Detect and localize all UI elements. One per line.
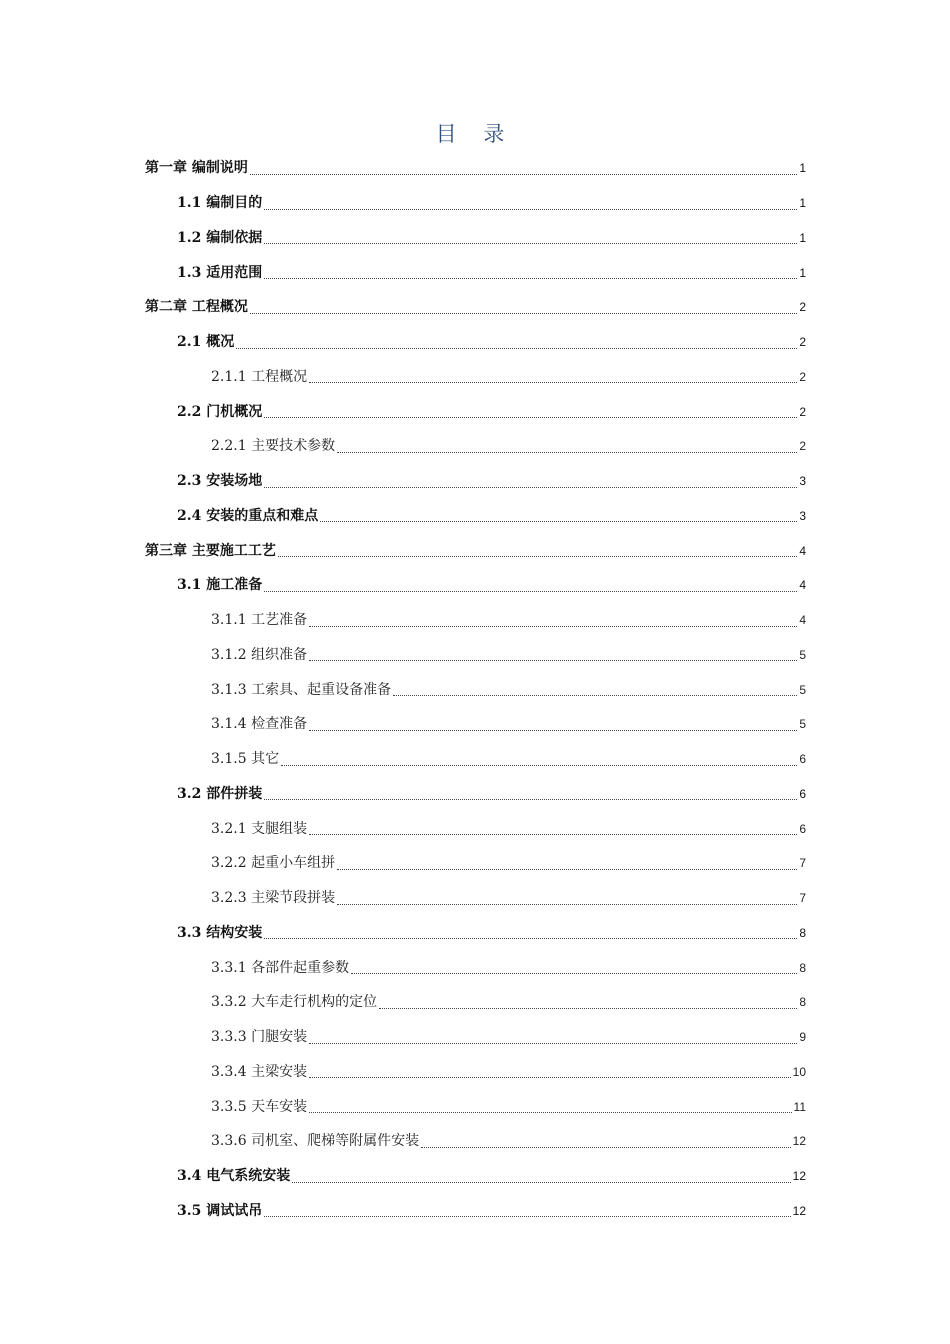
toc-entry[interactable] <box>145 742 806 777</box>
dot-leader <box>351 972 797 974</box>
toc-entry[interactable] <box>145 394 806 429</box>
table-of-contents <box>145 151 806 1228</box>
toc-entry-label: 3.2.1 支腿组装 <box>211 820 308 837</box>
toc-entry[interactable] <box>145 603 806 638</box>
toc-entry[interactable] <box>145 985 806 1020</box>
toc-entry-page-number: 2 <box>799 439 806 454</box>
toc-entry-label: 3.1.2 组织准备 <box>211 646 308 663</box>
toc-entry-label: 3.2.3 主梁节段拼装 <box>211 890 336 907</box>
dot-leader <box>236 347 797 349</box>
dot-leader <box>264 1215 790 1217</box>
toc-entry-label: 2.2 门机概况 <box>177 403 263 420</box>
toc-entry-label: 1.2 编制依据 <box>177 229 263 246</box>
toc-entry-page-number: 3 <box>799 474 806 489</box>
toc-entry-page-number: 2 <box>799 369 806 384</box>
toc-entry-label: 2.4 安装的重点和难点 <box>177 507 319 524</box>
toc-entry-label: 2.1.1 工程概况 <box>211 368 308 385</box>
toc-entry[interactable] <box>145 151 806 186</box>
dot-leader <box>337 903 797 905</box>
toc-entry-label: 2.1 概况 <box>177 334 235 351</box>
toc-entry-label: 3.4 电气系统安装 <box>177 1168 291 1185</box>
dot-leader <box>309 1111 791 1113</box>
toc-entry-label: 3.2 部件拼装 <box>177 785 263 802</box>
dot-leader <box>264 486 797 488</box>
toc-entry-label: 3.1.3 工索具、起重设备准备 <box>211 681 392 698</box>
toc-entry-label: 3.1.5 其它 <box>211 751 280 768</box>
toc-entry[interactable] <box>145 950 806 985</box>
toc-entry[interactable] <box>145 672 806 707</box>
toc-entry[interactable] <box>145 568 806 603</box>
toc-entry-page-number: 4 <box>799 543 806 558</box>
dot-leader <box>421 1146 791 1148</box>
dot-leader <box>379 1007 797 1009</box>
toc-entry-page-number: 12 <box>792 1134 806 1149</box>
dot-leader <box>264 208 797 210</box>
toc-entry[interactable] <box>145 255 806 290</box>
toc-entry-page-number: 3 <box>799 508 806 523</box>
toc-entry-page-number: 4 <box>799 578 806 593</box>
toc-entry-label: 3.3.1 各部件起重参数 <box>211 959 350 976</box>
toc-entry-label: 3.1 施工准备 <box>177 577 263 594</box>
toc-entry[interactable] <box>145 290 806 325</box>
dot-leader <box>309 1042 797 1044</box>
toc-entry[interactable] <box>145 1089 806 1124</box>
toc-entry-label: 第一章 编制说明 <box>145 160 248 177</box>
toc-entry[interactable] <box>145 1020 806 1055</box>
toc-entry-page-number: 1 <box>799 196 806 211</box>
toc-entry-page-number: 6 <box>799 821 806 836</box>
toc-entry-label: 3.1.1 工艺准备 <box>211 612 308 629</box>
toc-entry-page-number: 9 <box>799 1030 806 1045</box>
dot-leader <box>264 277 797 279</box>
toc-entry[interactable] <box>145 360 806 395</box>
toc-entry-label: 3.1.4 检查准备 <box>211 716 308 733</box>
toc-entry[interactable] <box>145 1159 806 1194</box>
toc-entry-page-number: 7 <box>799 891 806 906</box>
toc-entry-page-number: 11 <box>793 1099 806 1114</box>
dot-leader <box>292 1181 790 1183</box>
toc-entry[interactable] <box>145 777 806 812</box>
toc-entry-label: 3.2.2 起重小车组拼 <box>211 855 336 872</box>
dot-leader <box>309 659 797 661</box>
toc-entry-page-number: 6 <box>799 752 806 767</box>
toc-entry-label: 1.3 适用范围 <box>177 264 263 281</box>
toc-entry-label: 3.3.3 门腿安装 <box>211 1029 308 1046</box>
toc-entry-page-number: 8 <box>799 925 806 940</box>
toc-entry[interactable] <box>145 429 806 464</box>
toc-entry-label: 3.3 结构安装 <box>177 924 263 941</box>
toc-entry-page-number: 5 <box>799 647 806 662</box>
dot-leader <box>278 555 797 557</box>
toc-entry[interactable] <box>145 186 806 221</box>
toc-entry-label: 3.5 调试试吊 <box>177 1202 263 1219</box>
toc-entry[interactable] <box>145 221 806 256</box>
toc-entry[interactable] <box>145 811 806 846</box>
dot-leader <box>393 694 797 696</box>
dot-leader <box>264 416 797 418</box>
dot-leader <box>309 1076 791 1078</box>
dot-leader <box>264 590 797 592</box>
toc-entry-page-number: 8 <box>799 995 806 1010</box>
toc-entry-label: 3.3.5 天车安装 <box>211 1098 308 1115</box>
toc-entry-page-number: 4 <box>799 613 806 628</box>
toc-entry-page-number: 10 <box>792 1064 806 1079</box>
toc-entry[interactable] <box>145 638 806 673</box>
toc-entry-label: 3.3.4 主梁安装 <box>211 1063 308 1080</box>
toc-entry[interactable] <box>145 1194 806 1229</box>
toc-title: 目 录 <box>435 122 515 146</box>
toc-entry-label: 2.2.1 主要技术参数 <box>211 438 336 455</box>
dot-leader <box>320 520 797 522</box>
dot-leader <box>250 173 797 175</box>
toc-entry-page-number: 1 <box>799 161 806 176</box>
dot-leader <box>264 937 797 939</box>
dot-leader <box>264 242 797 244</box>
toc-entry-label: 第三章 主要施工工艺 <box>145 542 276 559</box>
dot-leader <box>264 798 797 800</box>
toc-entry[interactable] <box>145 916 806 951</box>
dot-leader <box>281 764 797 766</box>
toc-entry-page-number: 5 <box>799 682 806 697</box>
toc-entry-label: 第二章 工程概况 <box>145 299 248 316</box>
dot-leader <box>337 868 797 870</box>
toc-entry[interactable] <box>145 846 806 881</box>
toc-entry[interactable] <box>145 499 806 534</box>
toc-entry-page-number: 8 <box>799 960 806 975</box>
toc-entry[interactable] <box>145 325 806 360</box>
dot-leader <box>309 833 797 835</box>
toc-entry-label: 1.1 编制目的 <box>177 195 263 212</box>
toc-entry-page-number: 2 <box>799 300 806 315</box>
toc-entry-label: 2.3 安装场地 <box>177 473 263 490</box>
dot-leader <box>309 625 797 627</box>
toc-entry[interactable] <box>145 533 806 568</box>
dot-leader <box>309 381 797 383</box>
toc-entry[interactable] <box>145 707 806 742</box>
toc-entry-page-number: 12 <box>792 1203 806 1218</box>
dot-leader <box>309 729 797 731</box>
toc-entry[interactable] <box>145 464 806 499</box>
toc-entry-page-number: 1 <box>799 265 806 280</box>
toc-entry-page-number: 2 <box>799 335 806 350</box>
toc-entry-page-number: 1 <box>799 230 806 245</box>
dot-leader <box>337 451 797 453</box>
toc-entry[interactable] <box>145 881 806 916</box>
toc-entry[interactable] <box>145 1124 806 1159</box>
toc-entry[interactable] <box>145 1055 806 1090</box>
dot-leader <box>250 312 797 314</box>
toc-entry-label: 3.3.6 司机室、爬梯等附属件安装 <box>211 1133 420 1150</box>
toc-entry-label: 3.3.2 大车走行机构的定位 <box>211 994 378 1011</box>
toc-entry-page-number: 12 <box>792 1169 806 1184</box>
toc-entry-page-number: 2 <box>799 404 806 419</box>
toc-entry-page-number: 7 <box>799 856 806 871</box>
toc-entry-page-number: 6 <box>799 786 806 801</box>
toc-entry-page-number: 5 <box>799 717 806 732</box>
